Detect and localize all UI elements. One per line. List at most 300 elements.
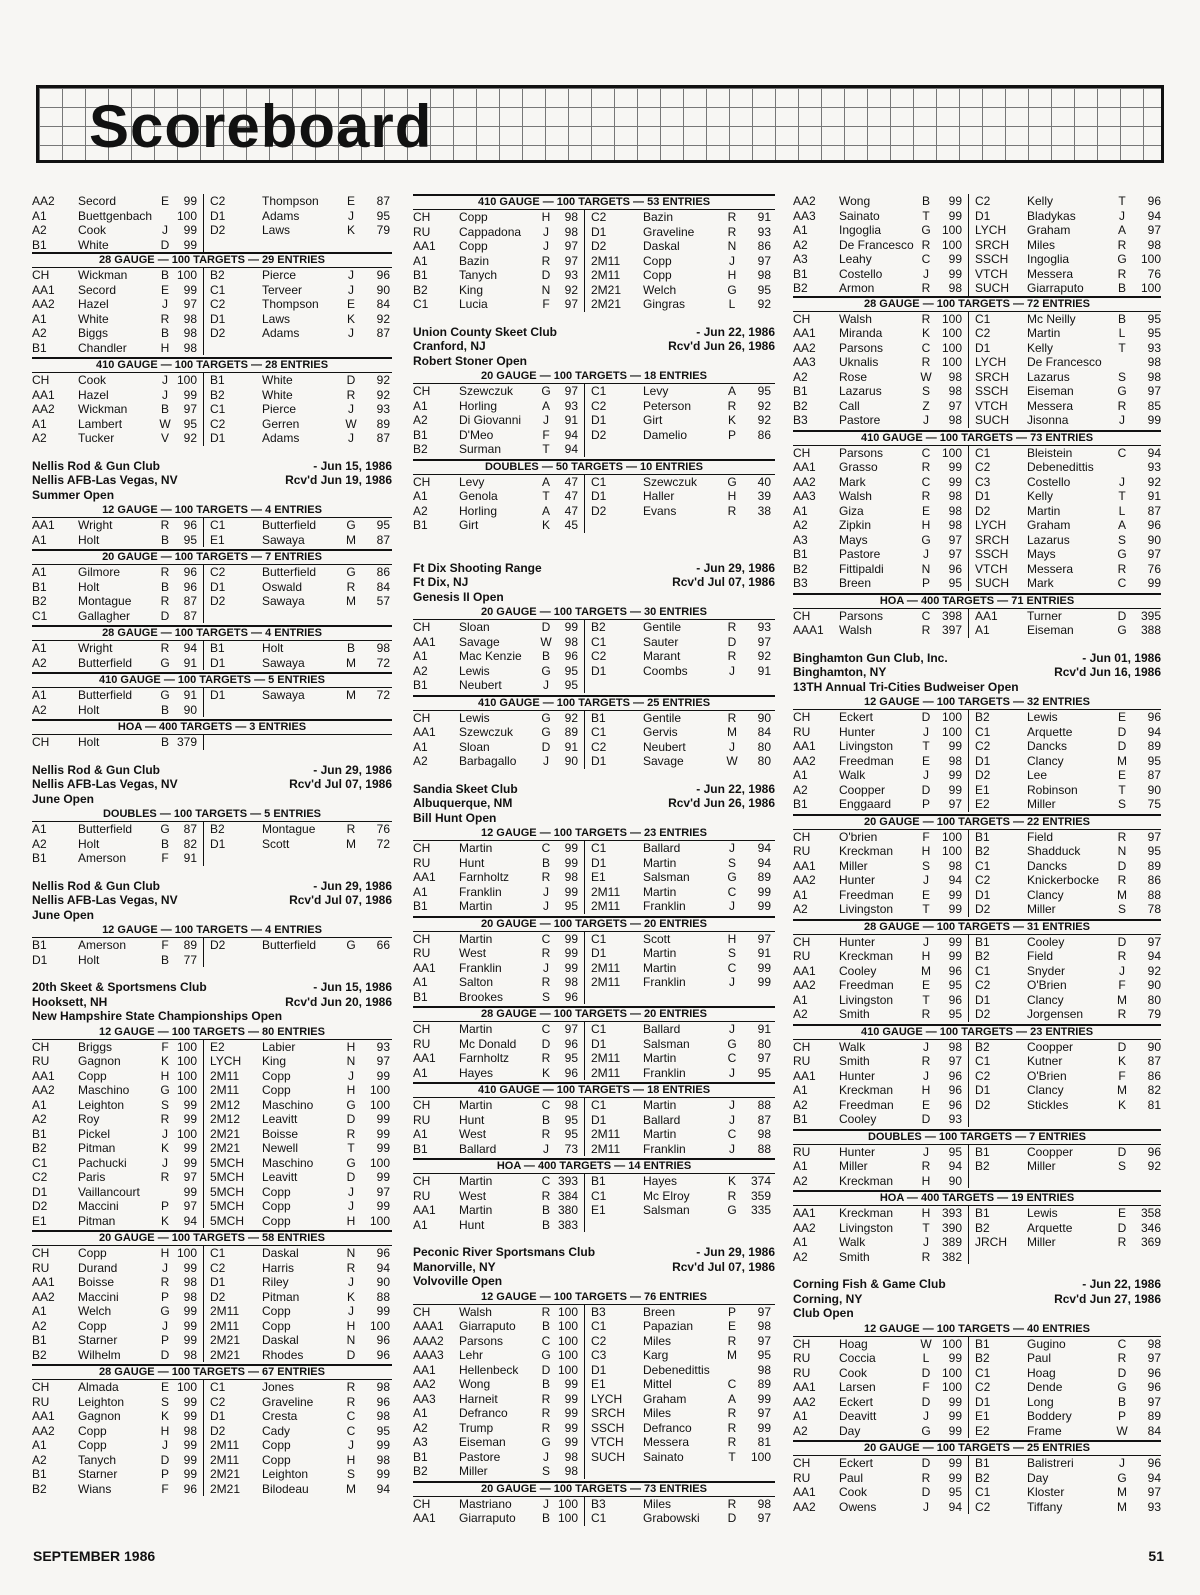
score: 92 <box>553 711 585 726</box>
result-row <box>413 399 775 414</box>
shooter-name: Jones <box>262 1380 295 1394</box>
gun-code: H <box>160 1246 170 1260</box>
shooter-name: Gingras <box>643 297 686 311</box>
gun-code: J <box>923 934 929 949</box>
shooter-name: Gugino <box>1027 1336 1066 1351</box>
result-row <box>32 417 392 432</box>
class: VTCH <box>591 1435 624 1449</box>
score: 95 <box>553 899 585 914</box>
class: 2M21 <box>210 1481 241 1496</box>
gun-code: R <box>727 398 737 413</box>
score: 88 <box>757 1098 771 1112</box>
event-block <box>793 919 1161 1022</box>
shooter-name: Cooley <box>839 963 877 978</box>
results-rows <box>32 373 392 446</box>
gun-code: G <box>346 1097 356 1112</box>
result-row <box>413 1113 775 1128</box>
class: D2 <box>210 938 226 952</box>
class: C1 <box>591 841 607 855</box>
score <box>1129 1250 1161 1265</box>
event-block <box>413 1481 775 1526</box>
class: AA2 <box>413 1377 436 1391</box>
gun-code: D <box>160 1452 170 1467</box>
score: 98 <box>172 312 204 327</box>
gun-code: J <box>348 268 354 282</box>
score: 94 <box>1147 724 1161 739</box>
shooter-name: Sauter <box>643 634 679 649</box>
gun-code: J <box>1119 1456 1125 1470</box>
shooter-name: Butterfield <box>78 655 133 670</box>
class: A1 <box>32 1097 47 1112</box>
class: AA1 <box>32 387 55 402</box>
score: 390 <box>933 1221 969 1236</box>
shooter-name: Genola <box>459 489 498 503</box>
shooter-name: O'Brien <box>1027 978 1067 992</box>
event-block <box>793 430 1161 591</box>
shooter-name: Durand <box>78 1260 118 1275</box>
shooter-name: Dende <box>1027 1380 1063 1394</box>
class: AA2 <box>793 1220 816 1235</box>
class: B1 <box>32 1333 47 1347</box>
class: SUCH <box>975 281 1010 295</box>
score <box>358 703 390 718</box>
gun-code: D <box>1117 1039 1127 1054</box>
shooter-name: Ballard <box>459 1141 497 1156</box>
score: 98 <box>553 1450 585 1465</box>
class <box>585 990 643 1005</box>
shooter-name: Lewis <box>459 710 490 725</box>
gun-code: R <box>346 1260 356 1275</box>
class: B1 <box>413 268 428 282</box>
gun-code: P <box>160 1467 169 1481</box>
score: 99 <box>172 388 204 403</box>
club-header <box>32 879 392 923</box>
shooter-name: Laws <box>262 311 291 326</box>
gun-code: D <box>921 1112 931 1126</box>
class: C2 <box>975 1380 991 1394</box>
event-header: 410 GAUGE — 100 TARGETS — 5 ENTRIES <box>32 672 392 688</box>
class: D1 <box>975 489 991 503</box>
gun-code: S <box>727 855 736 870</box>
result-row <box>32 431 392 446</box>
gun-code: H <box>346 1083 356 1097</box>
shooter-name: Day <box>839 1423 861 1438</box>
score: 90 <box>757 710 771 725</box>
gun-code: H <box>346 1213 356 1228</box>
score: 92 <box>376 373 390 387</box>
score <box>358 735 390 750</box>
score: 99 <box>933 739 969 754</box>
event-block <box>413 194 775 312</box>
shooter-name: Dancks <box>1027 739 1068 753</box>
shooter-name: Sawaya <box>262 594 305 608</box>
class: D1 <box>210 836 226 851</box>
class <box>585 678 643 693</box>
result-row <box>413 1022 775 1037</box>
class: AA1 <box>975 608 998 623</box>
class: B1 <box>793 266 808 281</box>
shooter-name: Pitman <box>262 1289 300 1304</box>
shooter-name <box>643 678 725 693</box>
result-row <box>32 1083 392 1098</box>
gun-code: R <box>160 641 170 655</box>
shooter-name: Salsman <box>643 1203 690 1217</box>
class: LYCH <box>591 1391 623 1406</box>
shooter-name: Farnholtz <box>459 1051 510 1065</box>
class: A1 <box>793 503 808 518</box>
event-header: DOUBLES — 50 TARGETS — 10 ENTRIES <box>413 459 775 475</box>
class <box>204 238 262 253</box>
gun-code: D <box>727 634 737 649</box>
result-row <box>413 1435 775 1450</box>
class: A1 <box>413 649 428 663</box>
class: AA1 <box>793 1206 816 1220</box>
club-location: Cranford, NJ <box>413 339 486 353</box>
class: AA1 <box>413 960 436 975</box>
score: 72 <box>376 836 390 851</box>
gun-code: B <box>541 1112 550 1127</box>
class: C2 <box>591 649 607 663</box>
shooter-name: Butterfield <box>78 822 133 836</box>
club-header <box>413 782 775 826</box>
class: D1 <box>591 489 607 503</box>
result-row <box>793 312 1161 327</box>
class: E1 <box>591 1203 606 1217</box>
club-name: Binghamton Gun Club, Inc. <box>793 650 948 665</box>
gun-code: D <box>346 373 356 387</box>
result-row <box>793 547 1161 562</box>
result-row <box>793 1351 1161 1366</box>
class: D1 <box>591 946 607 960</box>
gun-code: M <box>346 688 356 702</box>
score: 98 <box>553 225 585 240</box>
gun-code <box>1115 1112 1129 1127</box>
shooter-name: Roy <box>78 1112 100 1126</box>
class: B1 <box>975 1336 990 1351</box>
shooter-name: Day <box>1027 1470 1049 1485</box>
result-row <box>32 312 392 327</box>
class: RU <box>793 844 811 858</box>
class: B2 <box>32 1347 47 1362</box>
result-row <box>413 1174 775 1189</box>
shooter-name: Oswald <box>262 579 303 594</box>
score: 99 <box>933 252 969 267</box>
results-rows <box>32 1380 392 1496</box>
gun-code: E <box>160 1380 169 1394</box>
shooter-name: Gentile <box>643 710 682 725</box>
class: SUCH <box>975 413 1010 427</box>
class: C1 <box>591 634 607 649</box>
received-date: Rcv'd Jul 07, 1986 <box>289 893 392 907</box>
score: 99 <box>757 884 771 899</box>
score: 98 <box>553 210 585 225</box>
shooter-name: Farnholtz <box>459 870 510 884</box>
class: C2 <box>975 978 991 992</box>
class: AAA1 <box>793 623 824 637</box>
class: A2 <box>413 1420 428 1435</box>
event-block <box>793 1190 1161 1264</box>
score: 100 <box>172 1054 204 1069</box>
result-row <box>793 1040 1161 1055</box>
result-row <box>32 402 392 417</box>
class: B1 <box>975 934 990 949</box>
score: 95 <box>933 978 969 993</box>
score: 99 <box>553 841 585 856</box>
result-row <box>32 533 392 548</box>
shooter-name: Clancy <box>1027 1083 1064 1097</box>
event-block <box>793 1129 1161 1189</box>
gun-code: J <box>729 841 735 855</box>
class: 2M11 <box>591 975 621 989</box>
shooter-name: Walsh <box>839 311 872 326</box>
gun-code: M <box>346 1481 356 1496</box>
gun-code: J <box>162 1318 168 1333</box>
gun-code: J <box>348 1304 354 1318</box>
score: 47 <box>553 475 585 490</box>
event-header: 410 GAUGE — 100 TARGETS — 23 ENTRIES <box>793 1024 1161 1040</box>
club-title-line <box>32 879 392 894</box>
class: 2M11 <box>591 960 621 975</box>
shooter-name: Tucker <box>78 431 115 445</box>
class: A1 <box>413 398 428 413</box>
class: RU <box>32 1394 50 1409</box>
class: C3 <box>591 1348 607 1362</box>
class: 5MCH <box>210 1199 245 1213</box>
score: 78 <box>1147 902 1161 916</box>
shooter-name: Copp <box>262 1083 291 1097</box>
gun-code: G <box>346 565 356 579</box>
shooter-name: Bladykas <box>1027 208 1076 223</box>
footer-issue-date: SEPTEMBER 1986 <box>33 1548 156 1564</box>
result-row <box>32 1170 392 1185</box>
shooter-name: Gagnon <box>78 1409 121 1423</box>
score: 93 <box>757 224 771 239</box>
class: RU <box>793 1144 811 1159</box>
result-row <box>793 1098 1161 1113</box>
score: 100 <box>933 341 969 356</box>
shooter-name: Arquette <box>1027 1220 1073 1235</box>
shooter-name: Cady <box>262 1423 291 1438</box>
class: AA1 <box>413 870 436 884</box>
shooter-name: Parsons <box>459 1333 504 1348</box>
result-row <box>413 225 775 240</box>
results-rows <box>793 935 1161 1022</box>
result-row <box>793 888 1161 903</box>
club-header <box>32 980 392 1024</box>
shooter-name: Bazin <box>459 253 490 268</box>
gun-code: S <box>921 858 930 873</box>
event-block <box>793 296 1161 428</box>
score: 98 <box>933 1040 969 1055</box>
gun-code: R <box>1117 237 1127 252</box>
class: 2M11 <box>591 1127 621 1141</box>
class: CH <box>413 620 431 634</box>
score: 97 <box>933 547 969 562</box>
score: 99 <box>553 856 585 871</box>
score: 84 <box>376 297 390 311</box>
class: A1 <box>32 208 47 223</box>
result-row <box>793 1366 1161 1381</box>
score: 47 <box>553 489 585 504</box>
shooter-name: Balistreri <box>1027 1456 1074 1470</box>
results-rows <box>413 384 775 457</box>
shooter-name: Paris <box>78 1170 106 1184</box>
club-location-line <box>793 1292 1161 1307</box>
shooter-name: Copp <box>262 1304 291 1318</box>
score: 96 <box>376 1246 390 1260</box>
score: 87 <box>172 594 204 609</box>
shooter-name: Freedman <box>839 753 894 768</box>
shooter-name: Surman <box>459 442 502 456</box>
result-row <box>413 1127 775 1142</box>
shooter-name: Miller <box>839 858 868 873</box>
class: SUCH <box>591 1449 626 1464</box>
gun-code: F <box>161 938 169 952</box>
shooter-name: Harris <box>262 1260 294 1275</box>
gun-code: H <box>727 489 737 503</box>
result-row <box>32 1304 392 1319</box>
score: 100 <box>553 1334 585 1349</box>
score: 92 <box>1147 474 1161 489</box>
result-row <box>793 935 1161 950</box>
class: C2 <box>975 194 991 208</box>
shooter-name: Ingoglia <box>1027 252 1070 266</box>
score: 100 <box>553 1319 585 1334</box>
class: SSCH <box>975 384 1009 398</box>
shooter-name: Holt <box>78 952 100 967</box>
shooter-name: Hazel <box>78 387 109 402</box>
shooter-name: Hellenbeck <box>459 1362 519 1377</box>
class: B2 <box>32 1481 47 1496</box>
gun-code <box>158 209 172 224</box>
shooter-name: Walk <box>839 768 866 782</box>
score: 98 <box>757 1496 771 1511</box>
gun-code: N <box>346 1054 356 1068</box>
shooter-name: Vaillancourt <box>78 1184 140 1199</box>
score: 91 <box>757 1022 771 1036</box>
shooter-name: Bleistein <box>1027 445 1073 460</box>
score: 97 <box>933 797 969 812</box>
shooter-name: Hazel <box>78 297 109 311</box>
event-header: 12 GAUGE — 100 TARGETS — 40 ENTRIES <box>793 1323 1161 1337</box>
shooter-name: Hunter <box>839 1068 876 1083</box>
class: D1 <box>210 655 226 670</box>
gun-code: D <box>541 739 551 754</box>
gun-code: D <box>921 1394 931 1409</box>
gun-code: N <box>346 1246 356 1260</box>
club-name: Nellis Rod & Gun Club <box>32 762 160 777</box>
score: 73 <box>553 1142 585 1157</box>
shooter-name: Wilhelm <box>78 1347 121 1362</box>
shooter-name: Di Giovanni <box>459 413 522 427</box>
gun-code: S <box>346 1467 355 1481</box>
event-block <box>32 625 392 670</box>
gun-code: E <box>921 1097 930 1112</box>
event-block <box>793 1024 1161 1127</box>
shooter-name: Hoag <box>1027 1365 1056 1380</box>
gun-code: G <box>1117 547 1127 561</box>
shooter-name <box>1027 1174 1115 1189</box>
gun-code: P <box>727 427 736 442</box>
score: 97 <box>376 1184 390 1199</box>
class: 5MCH <box>210 1155 245 1170</box>
results-rows <box>32 1040 392 1229</box>
shooter-name: Starner <box>78 1467 118 1481</box>
score: 40 <box>757 474 771 489</box>
class: C2 <box>210 1260 226 1275</box>
gun-code: R <box>921 237 931 252</box>
score: 95 <box>933 1007 969 1022</box>
result-row <box>413 990 775 1005</box>
event-name: Genesis II Open <box>413 589 504 604</box>
shooter-name: Franklin <box>459 884 502 899</box>
gun-code <box>1115 1250 1129 1265</box>
shooter-name: Mastriano <box>459 1496 512 1511</box>
shooter-name: Pastore <box>839 413 881 427</box>
gun-code: J <box>923 1144 929 1159</box>
shooter-name: Debenedittis <box>643 1362 710 1377</box>
class: AA2 <box>793 1499 816 1514</box>
gun-code: C <box>541 1333 551 1348</box>
class: B1 <box>975 1206 990 1220</box>
score: 96 <box>1147 1456 1161 1470</box>
gun-code: B <box>921 194 930 208</box>
class: C1 <box>591 931 607 946</box>
class: CH <box>793 1336 811 1351</box>
result-row <box>793 768 1161 783</box>
shooter-name: Kreckman <box>839 844 894 858</box>
class: E1 <box>975 1409 990 1423</box>
score: 95 <box>553 1127 585 1142</box>
score: 97 <box>1147 384 1161 398</box>
score: 100 <box>369 1318 390 1333</box>
results-rows <box>32 688 392 717</box>
event-header: 28 GAUGE — 100 TARGETS — 67 ENTRIES <box>32 1364 392 1380</box>
result-row <box>413 1051 775 1066</box>
shooter-name: Sawaya <box>262 655 305 670</box>
result-row <box>793 1112 1161 1127</box>
score: 98 <box>933 370 969 385</box>
result-row <box>793 238 1161 253</box>
shooter-name: White <box>78 311 109 326</box>
gun-code: J <box>729 1098 735 1112</box>
class: LYCH <box>975 518 1007 532</box>
class: B1 <box>413 1449 428 1464</box>
result-row <box>413 725 775 740</box>
shooter-name: Lucia <box>459 297 488 311</box>
shooter-name: Cook <box>78 223 107 237</box>
class: AA1 <box>32 1409 55 1423</box>
score: 98 <box>933 518 969 533</box>
class: D1 <box>210 1275 226 1289</box>
class <box>585 1464 643 1479</box>
shooter-name <box>643 990 725 1005</box>
class: B3 <box>591 1304 606 1319</box>
shooter-name: Shadduck <box>1027 844 1081 858</box>
class <box>969 1174 1027 1189</box>
gun-code: D <box>727 1511 737 1525</box>
shooter-name: Gerren <box>262 416 300 431</box>
result-row <box>32 1438 392 1453</box>
shooter-name: Boddery <box>1027 1409 1072 1423</box>
score: 99 <box>172 1409 204 1424</box>
shooter-name: Enggaard <box>839 797 892 811</box>
shooter-name: Martin <box>459 899 493 913</box>
shooter-name: Haller <box>643 489 675 503</box>
shooter-name: Thompson <box>262 297 319 311</box>
score: 80 <box>757 754 771 768</box>
event-block <box>413 695 775 769</box>
